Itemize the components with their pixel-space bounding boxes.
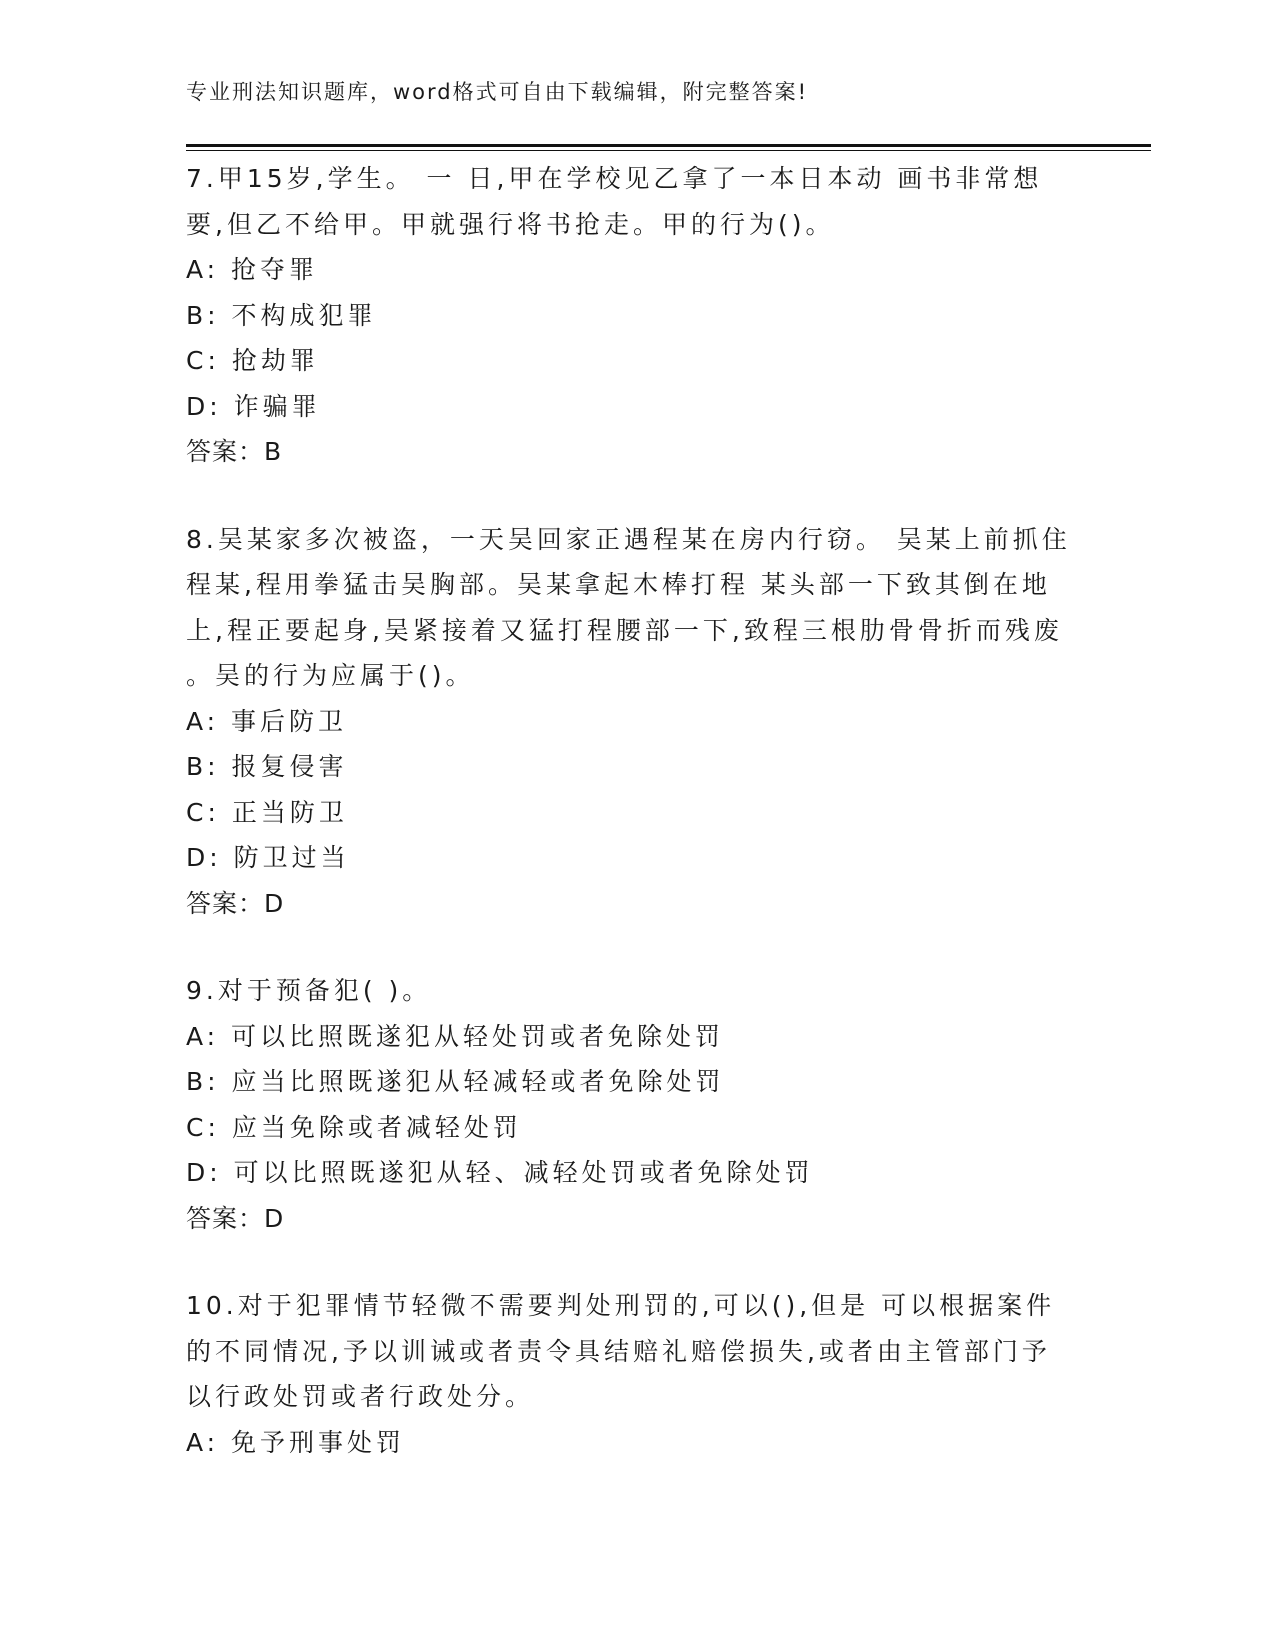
option-c: C: 正当防卫	[186, 797, 348, 827]
question-10	[186, 1283, 1086, 1465]
question-8	[186, 517, 1086, 927]
question-stem-line: 的不同情况,予以训诫或者责令具结赔礼赔偿损失,或者由主管部门予	[186, 1336, 1051, 1366]
question-stem-line: 上,程正要起身,吴紧接着又猛打程腰部一下,致程三根肋骨骨折而残废	[186, 615, 1063, 645]
option-d: D: 可以比照既遂犯从轻、减轻处罚或者免除处罚	[186, 1158, 814, 1187]
question-stem-line: 10.对于犯罪情节轻微不需要判处刑罚的,可以(),但是 可以根据案件	[186, 1291, 1056, 1320]
question-stem-line: 要,但乙不给甲。甲就强行将书抢走。甲的行为()。	[186, 209, 835, 239]
page-header: 专业刑法知识题库，word格式可自由下载编辑，附完整答案!	[186, 80, 809, 104]
question-stem-line: 7.甲15岁,学生。 一 日,甲在学校见乙拿了一本日本动 画书非常想	[186, 164, 1043, 193]
option-a: A: 可以比照既遂犯从轻处罚或者免除处罚	[186, 1021, 725, 1051]
option-d: D: 防卫过当	[186, 843, 350, 872]
option-a: A: 抢夺罪	[186, 255, 319, 284]
question-stem-line: 8.吴某家多次被盗，一天吴回家正遇程某在房内行窃。 吴某上前抓住	[186, 524, 1071, 554]
option-a: A: 事后防卫	[186, 706, 348, 736]
question-list	[186, 156, 1086, 1507]
question-stem-line: 以行政处罚或者行政处分。	[186, 1382, 535, 1411]
option-b: B: 应当比照既遂犯从轻减轻或者免除处罚	[186, 1067, 725, 1096]
option-b: B: 报复侵害	[186, 752, 348, 781]
header-rule-thick	[186, 144, 1151, 147]
question-9	[186, 968, 1086, 1241]
option-c: C: 应当免除或者减轻处罚	[186, 1112, 522, 1142]
answer-line: 答案：D	[186, 1203, 285, 1233]
question-stem-line: 。吴的行为应属于()。	[186, 661, 475, 690]
question-stem-line: 9.对于预备犯( )。	[186, 976, 432, 1005]
question-7	[186, 156, 1086, 475]
option-b: B: 不构成犯罪	[186, 300, 377, 330]
header-rule-thin	[186, 150, 1151, 151]
answer-line: 答案：D	[186, 888, 285, 918]
option-d: D: 诈骗罪	[186, 391, 321, 421]
option-c: C: 抢劫罪	[186, 346, 319, 375]
option-a: A: 免予刑事处罚	[186, 1427, 406, 1457]
question-stem-line: 程某,程用拳猛击吴胸部。吴某拿起木棒打程 某头部一下致其倒在地	[186, 570, 1051, 599]
answer-line: 答案：B	[186, 437, 283, 466]
